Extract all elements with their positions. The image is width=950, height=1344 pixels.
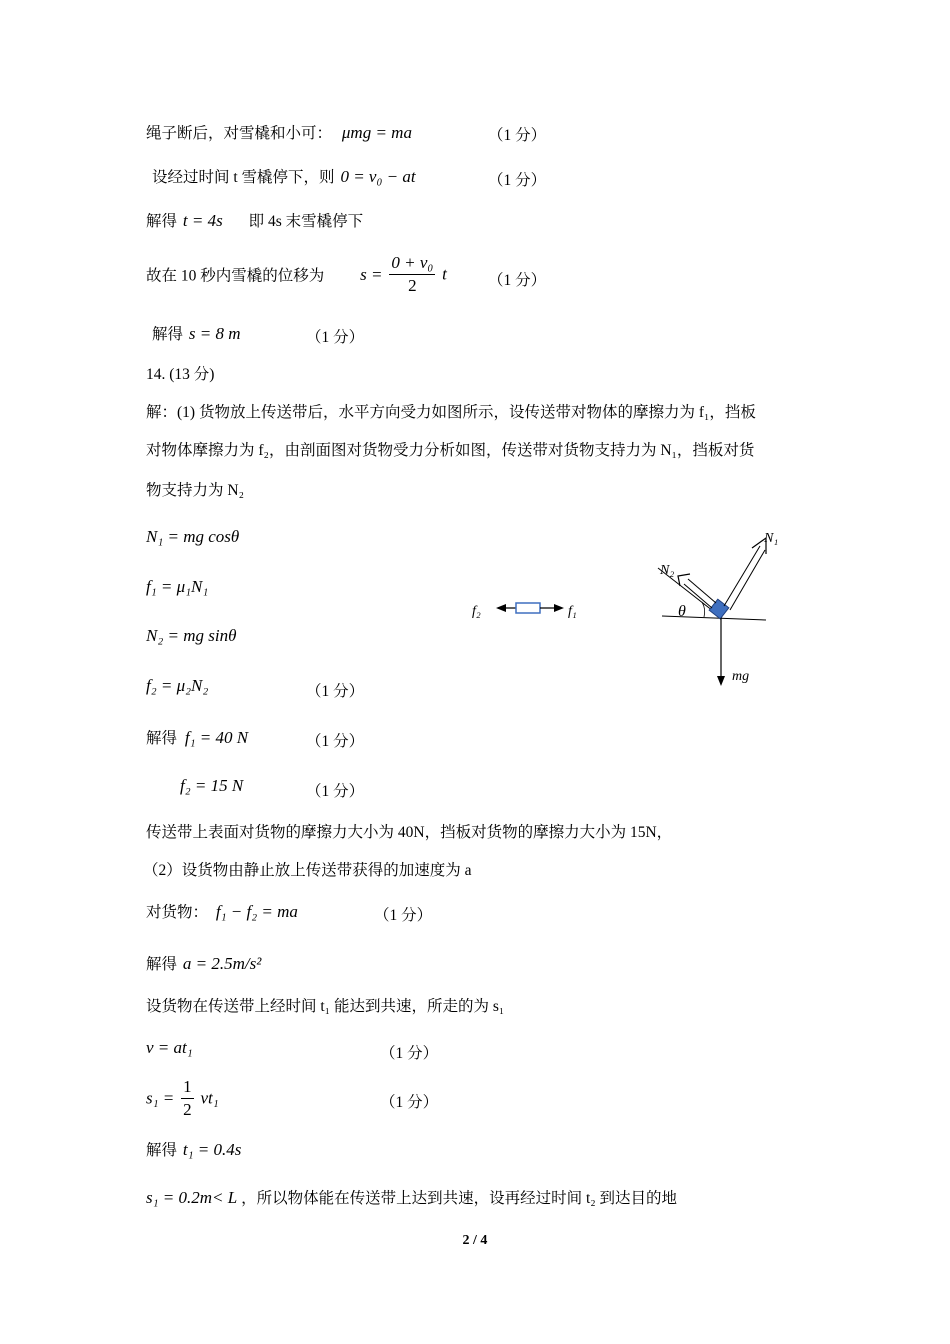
question-heading: 14. (13 分) [146,366,215,383]
n1-arrow-line-b [730,550,765,610]
fraction [181,1076,194,1121]
text: 解得 [152,326,184,343]
right-arrow-head [554,604,564,612]
result-t1 [146,1138,241,1160]
solution-line-5 [152,322,241,344]
result-a [146,952,261,974]
result-f1 [146,726,248,748]
text: 解得 [146,1142,178,1159]
equation: f₁ = 40 N [184,728,249,747]
solution-line-3 [146,209,363,231]
score-mark: （1 分） [380,1045,439,1062]
denominator: 2 [408,276,417,295]
equation: t₁ = 0.4s [182,1140,242,1159]
mg-label: mg [732,669,750,684]
score-mark: （1 分） [488,127,547,144]
friction-diagram [468,595,588,625]
equation: s = 8 m [188,324,241,343]
text: 解得 [146,956,178,973]
text: 解得 [146,730,178,747]
solution-line-4 [146,252,447,297]
numerator: 0 + v₀ [389,252,435,275]
equation: f₁ − f₂ = ma [215,902,298,921]
equation-newton-2nd [146,900,298,922]
result-f2: f₂ = 15 N [180,776,244,795]
solution-line-2 [152,165,416,187]
equation: s₁ = 0.2m< L [146,1188,238,1207]
score-mark: （1 分） [306,329,365,346]
part-2-heading: （2）设货物由静止放上传送带获得的加速度为 a [143,862,472,879]
equation-f1: f₁ = μ₁N₁ [146,577,209,596]
equation-s1 [146,1076,219,1121]
solution-paragraph-line-3: 物支持力为 N₂ [146,482,244,499]
text-after: 即 4s 末雪橇停下 [248,213,364,230]
fraction [389,252,435,297]
equation-v: v = at₁ [146,1038,193,1057]
n2-label: N₂ [660,563,675,578]
theta-label: θ [678,603,686,620]
page-number: 2 / 4 [462,1233,488,1248]
force-diagram [640,522,790,692]
conclusion-line: 传送带上表面对货物的摩擦力大小为 40N，挡板对货物的摩擦力大小为 15N， [146,824,673,841]
equation-left: s = [360,264,383,284]
numerator: 1 [181,1076,194,1099]
equation-n1: N₁ = mg cosθ [146,527,240,546]
solution-paragraph-line-2: 对物体摩擦力为 f₂，由剖面图对货物受力分析如图，传送带对货物支持力为 N₁，挡板对货 [146,442,755,459]
text: 对货物： [146,904,209,921]
text: 故在 10 秒内雪橇的位移为 [146,267,325,285]
assumption-line: 设货物在传送带上经时间 t₁ 能达到共速，所走的为 s₁ [146,998,505,1015]
equation: t = 4s [182,211,223,230]
equation: 0 = v₀ − at [340,167,416,186]
equation-right: vt₁ [200,1088,219,1108]
score-mark: （1 分） [488,272,547,289]
n1-arrow-line-a [724,546,760,606]
mg-arrow-head [717,676,725,686]
solution-paragraph-line-1: 解：(1) 货物放上传送带后，水平方向受力如图所示，设传送带对物体的摩擦力为 f₁，挡板 [146,404,756,421]
score-mark: （1 分） [374,907,433,924]
text: 绳子断后，对雪橇和小可： [146,125,333,142]
score-mark: （1 分） [306,683,365,700]
score-mark: （1 分） [488,172,547,189]
text: 设经过时间 t 雪橇停下，则 [152,169,335,186]
cargo-block [516,603,540,613]
equation: a = 2.5m/s² [182,954,262,973]
equation-right: t [442,264,447,284]
solution-line-1 [146,121,412,143]
text: ，所以物体能在传送带上达到共速，设再经过时间 t₂ 到达目的地 [241,1190,678,1207]
f1-label: f₁ [568,604,577,619]
equation-f2: f₂ = μ₂N₂ [146,676,209,695]
score-mark: （1 分） [380,1094,439,1111]
score-mark: （1 分） [306,733,365,750]
comparison-line [146,1186,677,1208]
score-mark: （1 分） [306,783,365,800]
equation: μmg = ma [341,123,412,142]
equation-left: s₁ = [146,1088,175,1108]
equation-n2: N₂ = mg sinθ [146,626,237,645]
left-arrow-head [496,604,506,612]
n1-label: N₁ [764,531,779,546]
f2-label: f₂ [472,604,481,619]
denominator: 2 [183,1100,192,1119]
text: 解得 [146,213,178,230]
